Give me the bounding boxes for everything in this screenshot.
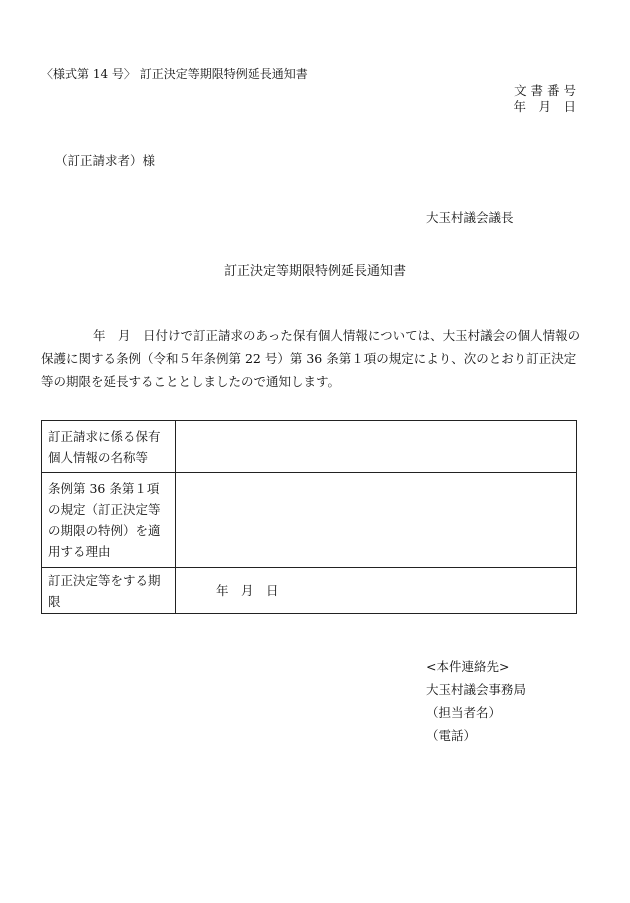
row-value: 年 月 日 [176, 568, 577, 614]
addressee: （訂正請求者）様 [55, 153, 156, 168]
contact-block [426, 655, 526, 747]
contact-office: 大玉村議会事務局 [426, 682, 527, 697]
sender: 大玉村議会議長 [426, 210, 514, 225]
table-row [42, 421, 577, 473]
row-value [176, 473, 577, 568]
document-title: 訂正決定等期限特例延長通知書 [223, 264, 406, 279]
info-table [41, 420, 577, 614]
contact-person: （担当者名） [426, 705, 502, 720]
contact-phone: （電話） [426, 728, 477, 743]
contact-heading: <本件連絡先> [426, 659, 510, 674]
row-label: 条例第 36 条第１項の規定（訂正決定等の期限の特例）を適用する理由 [42, 473, 176, 568]
row-label: 訂正決定等をする期限 [42, 568, 176, 614]
table-row [42, 473, 577, 568]
row-value [176, 421, 577, 473]
document-meta [513, 83, 576, 115]
body-paragraph: 年 月 日付けで訂正請求のあった保有個人情報については、大玉村議会の個人情報の保護に関する条例（令和５年条例第 22 号）第 36 条第１項の規定により、次のとおり訂正決定等の期限を延長することとしましたので通知します。 [41, 328, 581, 389]
document-date: 年 月 日 [513, 99, 576, 114]
table-row [42, 568, 577, 614]
row-label: 訂正請求に係る保有個人情報の名称等 [42, 421, 176, 473]
document-number: 文 書 番 号 [514, 83, 576, 98]
form-number: 〈様式第 14 号〉 訂正決定等期限特例延長通知書 [41, 67, 308, 81]
